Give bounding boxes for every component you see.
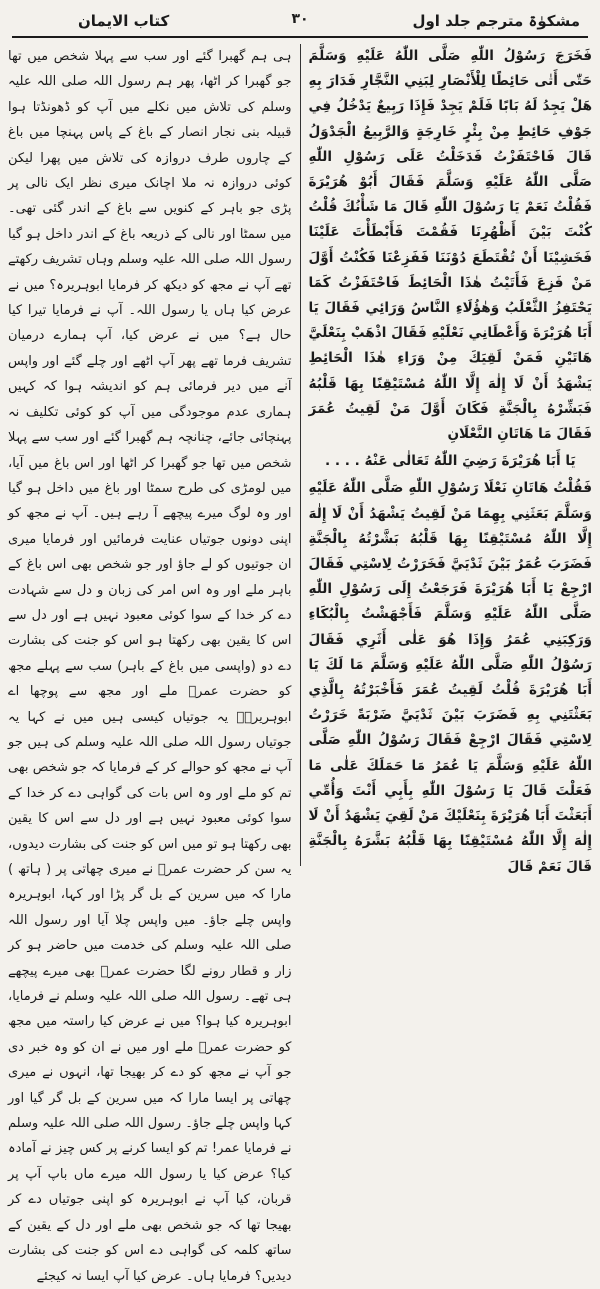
column-divider	[300, 44, 301, 866]
arabic-paragraph-2: فَقُلْتُ هَاتَانِ نَعْلَا رَسُوْلِ اللّٰهِ صَلَّى اللّٰهُ عَلَيْهِ وَسَلَّمَ بَعَثَنِي بِهِمَا مَنْ لَقِيتُ يَشْهَدُ أَنْ لَا إِلٰهَ إِلَّا اللّٰهُ مُسْتَيْقِنًا بِهَا قَلْبُهُ بَشَّرْتُهُ بِالْجَنَّةِ فَضَرَبَ عُمَرُ بَيْنَ ثَدْيَيَّ فَخَرَرْتُ لِاسْتِي فَقَالَ ارْجِعْ يَا أَبَا هُرَيْرَةَ فَرَجَعْتُ إِلَى رَسُوْلِ اللّٰهِ صَلَّى اللّٰهُ عَلَيْهِ وَسَلَّمَ فَأَجْهَشْتُ بِالْبُكَاءِ وَرَكِبَنِي عُمَرُ وَإِذَا هُوَ عَلٰى أَثَرِي فَقَالَ رَسُوْلُ اللّٰهِ صَلَّى اللّٰهُ عَلَيْهِ وَسَلَّمَ مَا لَكَ يَا أَبَا هُرَيْرَةَ قُلْتُ لَقِيتُ عُمَرَ فَأَخْبَرْتُهُ بِالَّذِي بَعَثْتَنِي بِهِ فَضَرَبَ بَيْنَ ثَدْيَيَّ ضَرْبَةً خَرَرْتُ لِاسْتِي فَقَالَ ارْجِعْ فَقَالَ رَسُوْلُ اللّٰهِ صَلَّى اللّٰهُ عَلَيْهِ وَسَلَّمَ يَا عُمَرُ مَا حَمَلَكَ عَلٰى مَا فَعَلْتَ قَالَ يَا رَسُوْلَ اللّٰهِ بِأَبِي أَنْتَ وَأُمِّي أَبَعَثْتَ أَبَا هُرَيْرَةَ بِنَعْلَيْكَ مَنْ لَقِيَ يَشْهَدُ أَنْ لَا إِلٰهَ إِلَّا اللّٰهُ مُسْتَيْقِنًا بِهَا قَلْبُهُ بَشَّرَهُ بِالْجَنَّةِ قَالَ نَعَمْ قَالَ	[308, 480, 592, 875]
arabic-text-column	[308, 44, 593, 875]
arabic-separator: يَا أَبَا هُرَيْرَةَ رَضِيَ اللّٰهُ تَعَالٰى عَنْهُ . . . .	[324, 453, 576, 470]
urdu-translation-column	[8, 44, 292, 1284]
page-number: ۳۰	[291, 11, 309, 27]
urdu-paragraph-1: ہی ہم گھبرا گئے اور سب سے پہلا شخص میں تھا جو گھبرا کر اٹھا، پھر ہم رسول اللہ صلی اللہ علیہ وسلم کی تلاش میں نکلے میں آپ کو ڈھونڈتا ہوا قبیلہ بنی نجار انصار کے باغ کے پاس پہنچا میں باغ کے چاروں طرف دروازہ کی تلاش میں پھرا لیکن کوئی دروازہ نہ ملا اچانک میری نظر ایک نالی پر پڑی جو باہر کے کنویں سے باغ کے اندر گئی تھی۔ میں سمٹا اور نالی کے ذریعہ باغ کے اندر داخل ہو گیا رسول اللہ صلی اللہ علیہ وسلم وہاں تشریف رکھتے تھے آپ نے مجھ کو دیکھ کر فرمایا ابوہریرہ؟ میں نے عرض کیا ہاں یا رسول اللہ۔ آپ نے فرمایا تیرا کیا حال ہے؟ میں نے عرض کیا، آپ ہمارے درمیان تشریف فرما تھے پھر آپ اٹھے اور چلے گئے اور واپس آنے میں دیر فرمائی ہم کو اندیشہ ہوا کہ کہیں ہماری عدم موجودگی میں آپ کو کوئی تکلیف نہ پہنچائی جائے، چنانچہ ہم گھبرا گئے اور سب سے پہلا شخص میں تھا جو گھبرا کر اٹھا اور اس باغ میں آیا، میں لومڑی کی طرح سمٹا اور باغ میں داخل ہو گیا اور وہ لوگ میرے پیچھے آ رہے ہیں۔ آپ نے مجھ کو اپنی دونوں جوتیاں عنایت فرمائیں اور فرمایا میری ان جوتیوں کو لے جاؤ اور جو شخص بھی اس باغ کے باہر ملے اور وہ اس امر کی زبان و دل سے شہادت دے کر خدا کے سوا کوئی معبود نہیں ہے اور دل سے اس کا یقین بھی رکھتا ہو اس کو جنت کی بشارت دے دو (واپسی میں باغ کے باہر) سب سے پہلے مجھ کو حضرت عمرؓ ملے اور مجھ سے پوچھا اے ابوہریرہؓ یہ جوتیاں کیسی ہیں میں نے کہا یہ جوتیاں رسول اللہ صلی اللہ علیہ وسلم کی ہیں جو آپ نے مجھ کو حوالے کر کے فرمایا کہ جو شخص بھی تم کو ملے اور وہ اس بات کی گواہی دے کر خدا کے سوا کوئی معبود نہیں ہے اور دل سے اس کا یقین بھی رکھتا ہو تو میں اس کو جنت کی بشارت دیدوں، یہ سن کر حضرت عمرؓ نے میری چھاتی پر ( ہاتھ ) مارا کہ میں سرین کے بل گر پڑا اور کہا، ابوہریرہ واپس چلے جاؤ۔ میں واپس چلا آیا اور رسول اللہ صلی اللہ علیہ وسلم کی خدمت میں حاضر ہو کر زار و قطار رونے لگا حضرت عمرؓ بھی میرے پیچھے ہی تھے۔ رسول اللہ صلی اللہ علیہ وسلم نے فرمایا، ابوہریرہ کیا ہوا؟ میں نے عرض کیا راستہ میں مجھ کو حضرت عمرؓ ملے اور میں نے ان کو وہ خبر دی جو آپ نے مجھ کو دے کر بھیجا تھا، انہوں نے میری چھاتی پر ایسا مارا کہ میں سرین کے بل گر گیا اور کہا واپس چلے جاؤ۔ رسول اللہ صلی اللہ علیہ وسلم نے فرمایا عمر! تم کو ایسا کرنے پر کس چیز نے آمادہ کیا؟ عرض کیا یا رسول اللہ میرے ماں باپ آپ پر قربان، کیا آپ نے ابوہریرہ کو اپنی جوتیاں دے کر بھیجا تھا کہ جو شخص بھی ملے اور دل کے یقین کے ساتھ کلمہ کی گواہی دے اس کو جنت کی بشارت دیدیں؟ فرمایا ہاں۔ عرض کیا آپ ایسا نہ کیجئے	[8, 49, 292, 1284]
two-column-body	[8, 44, 592, 1284]
page-header	[8, 6, 592, 36]
book-title: مشکوٰۃ مترجم جلد اول	[412, 12, 580, 30]
header-rule	[12, 36, 588, 38]
arabic-paragraph-1: فَخَرَجَ رَسُوْلُ اللّٰهِ صَلَّى اللّٰهُ عَلَيْهِ وَسَلَّمَ حَتّٰى أَتٰى حَائِطًا لِلْأَنْصَارِ لِبَنِي النَّجَّارِ فَدَارَ بِهِ هَلْ يَجِدُ لَهُ بَابًا فَلَمْ يَجِدْ فَإِذَا رَبِيعٌ يَدْخُلُ فِي جَوْفِ حَائِطٍ مِنْ بِئْرٍ خَارِجَةٍ وَالرَّبِيعُ الْجَدْوَلُ قَالَ فَاحْتَفَزْتُ فَدَخَلْتُ عَلَى رَسُوْلِ اللّٰهِ صَلَّى اللّٰهُ عَلَيْهِ وَسَلَّمَ فَقَالَ أَبُوْ هُرَيْرَةَ فَقُلْتُ نَعَمْ يَا رَسُوْلَ اللّٰهِ قَالَ مَا شَأْنُكَ قُلْتُ كُنْتَ بَيْنَ أَظْهُرِنَا فَقُمْتَ فَأَبْطَأْتَ عَلَيْنَا فَخَشِيْنَا أَنْ تُقْتَطَعَ دُوْنَنَا فَفَزِعْنَا فَكُنْتُ أَوَّلَ مَنْ فَزِعَ فَأَتَيْتُ هٰذَا الْحَائِطَ فَاحْتَفَزْتُ كَمَا يَحْتَفِزُ الثَّعْلَبُ وَهٰؤُلَاءِ النَّاسُ وَرَائِي فَقَالَ يَا أَبَا هُرَيْرَةَ وَأَعْطَانِي نَعْلَيْهِ فَقَالَ اذْهَبْ بِنَعْلَيَّ هَاتَيْنِ فَمَنْ لَقِيَكَ مِنْ وَرَاءِ هٰذَا الْحَائِطِ يَشْهَدُ أَنْ لَا إِلٰهَ إِلَّا اللّٰهُ مُسْتَيْقِنًا بِهَا قَلْبُهُ فَبَشِّرْهُ بِالْجَنَّةِ فَكَانَ أَوَّلَ مَنْ لَقِيتُ عُمَرَ فَقَالَ مَا هَاتَانِ النَّعْلَانِ	[308, 48, 592, 443]
chapter-title: کتاب الایمان	[78, 12, 170, 30]
